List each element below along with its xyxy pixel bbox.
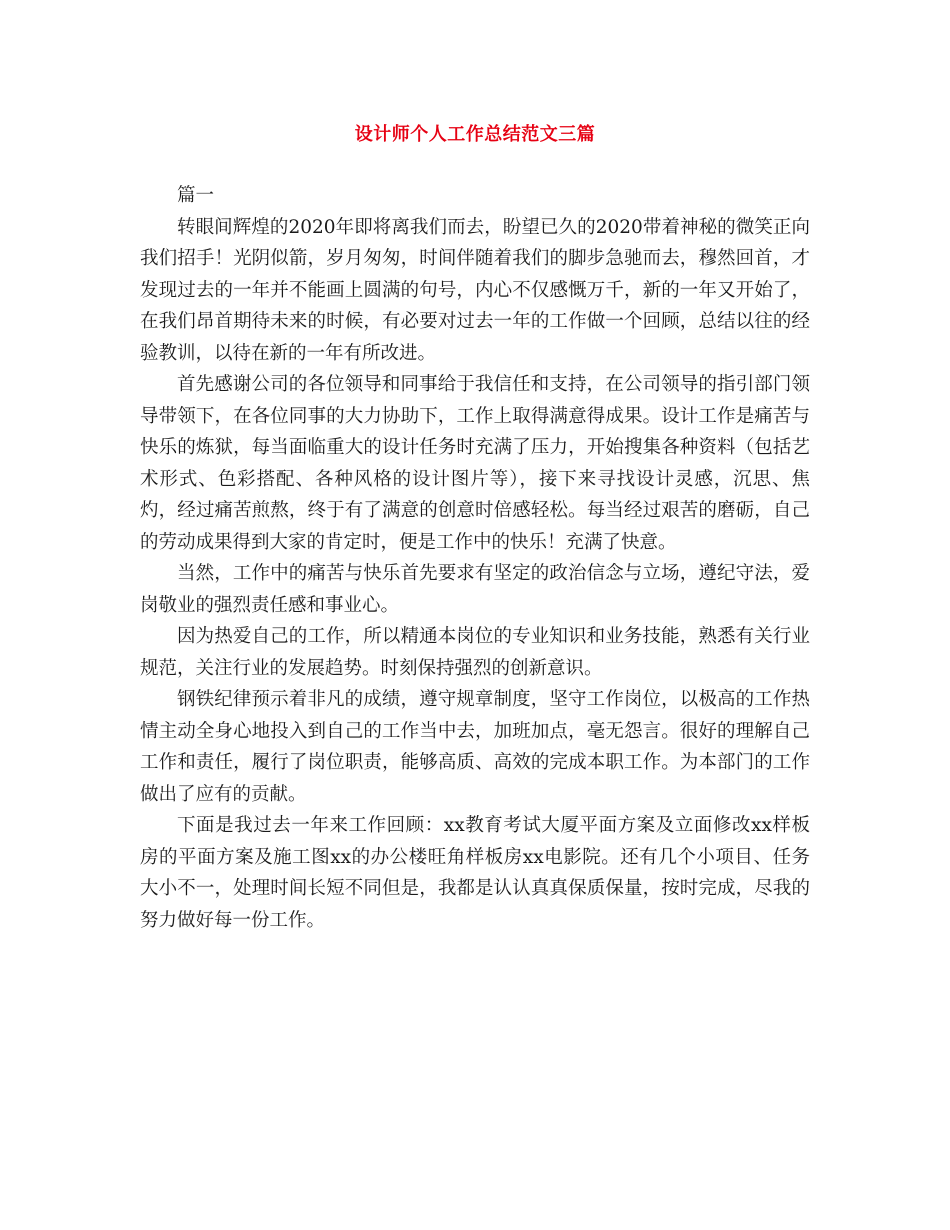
section-label: 篇一 xyxy=(177,185,215,206)
paragraph-1: 转眼间辉煌的2020年即将离我们而去，盼望已久的2020带着神秘的微笑正向我们招手！光阴似箭，岁月匆匆，时间伴随着我们的脚步急驰而去，穆然回首，才发现过去的一年并不能画上圆满的句号，内心不仅感慨万千，新的一年又开始了，在我们昂首期待未来的时候，有必要对过去一年的工作做一个回顾，总结以往的经验教训，以待在新的一年有所改进。 xyxy=(140,216,810,364)
document-title: 设计师个人工作总结范文三篇 xyxy=(354,124,596,145)
paragraph-2: 首先感谢公司的各位领导和同事给于我信任和支持，在公司领导的指引部门领导带领下，在各位同事的大力协助下，工作上取得满意得成果。设计工作是痛苦与快乐的炼狱，每当面临重大的设计任务时充满了压力，开始搜集各种资料（包括艺术形式、色彩搭配、各种风格的设计图片等），接下来寻找设计灵感，沉思、焦灼，经过痛苦煎熬，终于有了满意的创意时倍感轻松。每当经过艰苦的磨砺，自己的劳动成果得到大家的肯定时，便是工作中的快乐！充满了快意。 xyxy=(140,374,810,553)
paragraph-3: 当然，工作中的痛苦与快乐首先要求有坚定的政治信念与立场，遵纪守法，爱岗敬业的强烈责任感和事业心。 xyxy=(140,563,810,616)
paragraph-6: 下面是我过去一年来工作回顾：xx教育考试大厦平面方案及立面修改xx样板房的平面方案及施工图xx的办公楼旺角样板房xx电影院。还有几个小项目、任务大小不一，处理时间长短不同但是，我都是认认真真保质保量，按时完成，尽我的努力做好每一份工作。 xyxy=(140,815,810,931)
paragraph-4: 因为热爱自己的工作，所以精通本岗位的专业知识和业务技能，熟悉有关行业规范，关注行业的发展趋势。时刻保持强烈的创新意识。 xyxy=(140,626,810,679)
paragraph-5: 钢铁纪律预示着非凡的成绩，遵守规章制度，坚守工作岗位，以极高的工作热情主动全身心地投入到自己的工作当中去，加班加点，毫无怨言。很好的理解自己工作和责任，履行了岗位职责，能够高质、高效的完成本职工作。为本部门的工作做出了应有的贡献。 xyxy=(140,689,810,805)
